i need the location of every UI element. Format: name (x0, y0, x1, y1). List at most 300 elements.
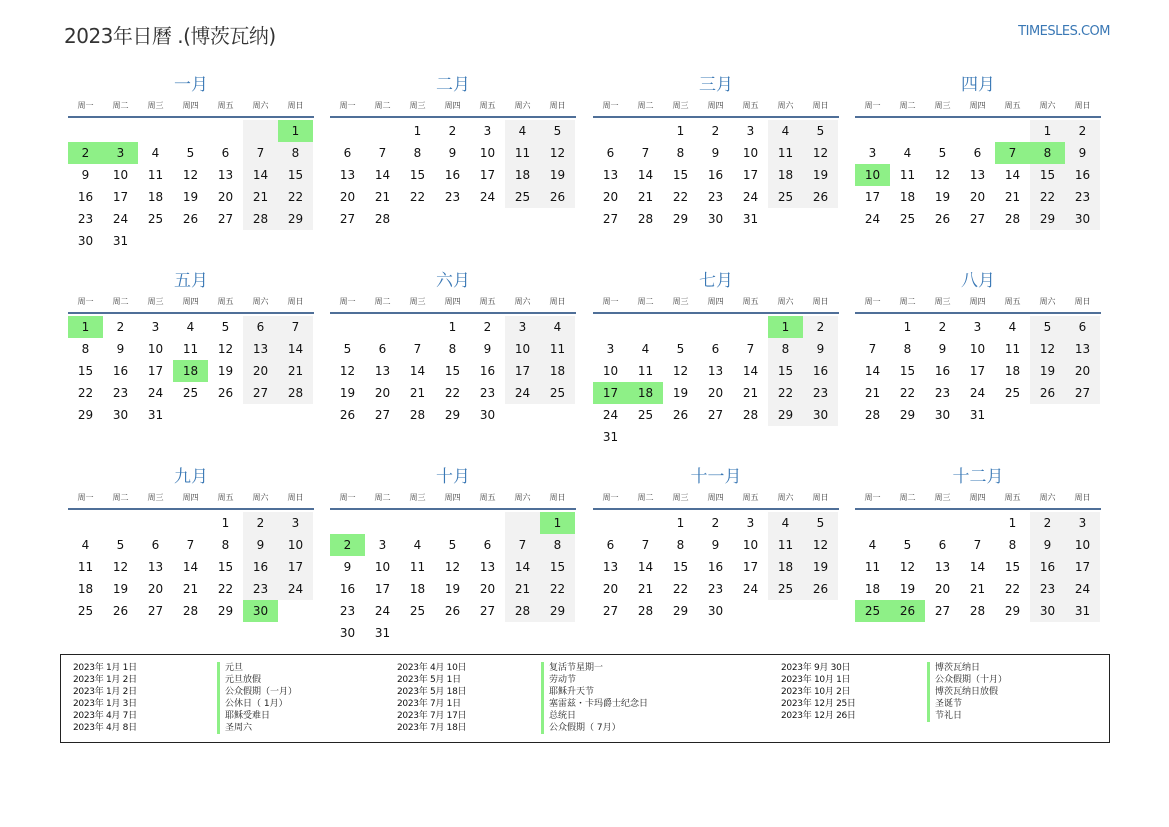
weekday-label: 周一 (602, 297, 619, 306)
empty-cell (68, 120, 103, 142)
day-cell: 14 (637, 560, 654, 574)
day-cell: 29 (77, 408, 94, 422)
day-cell: 9 (448, 146, 457, 160)
day-cell: 30 (112, 408, 129, 422)
day-cell: 3 (378, 538, 387, 552)
weekday-label: 周日 (287, 297, 304, 306)
day-cell: 5 (343, 342, 352, 356)
day-cell: 27 (217, 212, 234, 226)
day-cell: 21 (864, 386, 881, 400)
day-cell: 17 (1065, 556, 1100, 578)
weekday-label: 周五 (742, 297, 759, 306)
day-cell: 15 (768, 360, 803, 382)
day-cell: 29 (1004, 604, 1021, 618)
empty-cell (855, 120, 890, 142)
day-cell: 9 (116, 342, 125, 356)
day-cell: 26 (217, 386, 234, 400)
weekday-label: 周四 (707, 297, 724, 306)
day-cell: 25 (768, 578, 803, 600)
day-cell: 17 (479, 168, 496, 182)
legend-holiday-name: 博茨瓦纳日放假 (927, 686, 998, 698)
weekday-label: 周三 (147, 493, 164, 502)
day-cell: 2 (711, 516, 720, 530)
empty-cell (855, 316, 890, 338)
day-cell: 3 (1065, 512, 1100, 534)
day-cell: 25 (1004, 386, 1021, 400)
day-cell: 7 (413, 342, 422, 356)
month-title: 五月 (174, 271, 208, 291)
weekday-label: 周二 (112, 297, 129, 306)
day-cell: 8 (768, 338, 803, 360)
day-cell: 16 (112, 364, 129, 378)
legend-date: 2023年 10月 1日 (781, 675, 851, 685)
month-title: 三月 (699, 75, 733, 95)
day-cell: 21 (243, 186, 278, 208)
day-cell: 19 (899, 582, 916, 596)
day-cell: 7 (505, 534, 540, 556)
day-cell: 11 (768, 534, 803, 556)
day-cell: 15 (1030, 164, 1065, 186)
empty-cell (663, 316, 698, 338)
weekday-label: 周六 (1039, 493, 1056, 502)
days-grid (68, 120, 314, 252)
weekday-label: 周一 (864, 101, 881, 110)
legend-column (73, 662, 297, 734)
legend-row (73, 674, 297, 686)
day-cell: 1 (676, 516, 685, 530)
weekday-label: 周四 (969, 101, 986, 110)
day-cell: 18 (768, 556, 803, 578)
day-cell: 2 (711, 124, 720, 138)
day-cell: 21 (278, 360, 313, 382)
day-cell: 21 (637, 190, 654, 204)
day-cell: 26 (803, 578, 838, 600)
day-cell: 16 (1065, 164, 1100, 186)
day-cell: 11 (505, 142, 540, 164)
day-cell: 11 (409, 560, 426, 574)
day-cell: 24 (112, 212, 129, 226)
day-cell: 22 (217, 582, 234, 596)
weekday-label: 周日 (549, 297, 566, 306)
day-cell: 24 (969, 386, 986, 400)
day-cell: 25 (540, 382, 575, 404)
month-calendar (68, 270, 314, 426)
day-cell: 13 (707, 364, 724, 378)
day-cell: 19 (444, 582, 461, 596)
month-title: 十月 (436, 467, 470, 487)
day-cell: 20 (217, 190, 234, 204)
holiday-day-cell: 1 (540, 512, 575, 534)
weekday-label: 周六 (777, 297, 794, 306)
day-cell: 10 (742, 146, 759, 160)
day-cell: 22 (540, 578, 575, 600)
empty-cell (208, 120, 243, 142)
weekday-label: 周四 (182, 493, 199, 502)
weekday-label: 周二 (374, 297, 391, 306)
day-cell: 4 (903, 146, 912, 160)
legend-row (397, 686, 648, 698)
day-cell: 20 (243, 360, 278, 382)
empty-cell (925, 120, 960, 142)
legend-date: 2023年 1月 2日 (73, 675, 137, 685)
day-cell: 22 (278, 186, 313, 208)
weekday-label: 周二 (899, 297, 916, 306)
day-cell: 26 (1030, 382, 1065, 404)
day-cell: 12 (672, 364, 689, 378)
weekday-label: 周一 (77, 493, 94, 502)
day-cell: 9 (711, 538, 720, 552)
weekday-header (593, 296, 839, 314)
holiday-legend (60, 654, 1110, 743)
weekday-label: 周一 (339, 297, 356, 306)
legend-row (73, 710, 297, 722)
weekday-label: 周四 (182, 297, 199, 306)
empty-cell (995, 120, 1030, 142)
day-cell: 3 (505, 316, 540, 338)
day-cell: 24 (742, 582, 759, 596)
day-cell: 3 (483, 124, 492, 138)
holiday-day-cell: 2 (68, 142, 103, 164)
empty-cell (103, 120, 138, 142)
weekday-label: 周三 (934, 101, 951, 110)
month-title: 七月 (699, 271, 733, 291)
day-cell: 18 (505, 164, 540, 186)
weekday-label: 周四 (444, 101, 461, 110)
day-cell: 5 (903, 538, 912, 552)
day-cell: 29 (278, 208, 313, 230)
legend-row (781, 710, 1007, 722)
day-cell: 10 (479, 146, 496, 160)
weekday-header (593, 492, 839, 510)
day-cell: 17 (278, 556, 313, 578)
day-cell: 23 (444, 190, 461, 204)
day-cell: 6 (711, 342, 720, 356)
day-cell: 20 (339, 190, 356, 204)
day-cell: 15 (217, 560, 234, 574)
day-cell: 6 (606, 538, 615, 552)
legend-date: 2023年 7月 1日 (397, 699, 461, 709)
day-cell: 14 (1004, 168, 1021, 182)
empty-cell (330, 512, 365, 534)
legend-holiday-name: 节礼日 (927, 710, 962, 722)
holiday-day-cell: 26 (890, 600, 925, 622)
legend-holiday-name: 元旦 (217, 662, 243, 674)
day-cell: 9 (938, 342, 947, 356)
legend-column (781, 662, 1007, 722)
day-cell: 11 (182, 342, 199, 356)
day-cell: 29 (672, 212, 689, 226)
day-cell: 27 (969, 212, 986, 226)
legend-row (397, 710, 648, 722)
day-cell: 14 (243, 164, 278, 186)
day-cell: 11 (899, 168, 916, 182)
weekday-label: 周六 (252, 101, 269, 110)
day-cell: 31 (742, 212, 759, 226)
weekday-header (855, 100, 1101, 118)
site-link[interactable]: TIMESLES.COM (1018, 24, 1110, 39)
day-cell: 15 (1004, 560, 1021, 574)
day-cell: 7 (641, 538, 650, 552)
day-cell: 23 (479, 386, 496, 400)
holiday-day-cell: 30 (243, 600, 278, 622)
holiday-day-cell: 17 (593, 382, 628, 404)
day-cell: 24 (602, 408, 619, 422)
day-cell: 18 (409, 582, 426, 596)
month-title: 二月 (436, 75, 470, 95)
day-cell: 5 (221, 320, 230, 334)
legend-date: 2023年 9月 30日 (781, 663, 851, 673)
day-cell: 10 (742, 538, 759, 552)
day-cell: 12 (1030, 338, 1065, 360)
weekday-label: 周二 (899, 493, 916, 502)
day-cell: 25 (147, 212, 164, 226)
day-cell: 6 (606, 146, 615, 160)
weekday-label: 周一 (864, 297, 881, 306)
day-cell: 7 (973, 538, 982, 552)
day-cell: 4 (505, 120, 540, 142)
day-cell: 13 (374, 364, 391, 378)
empty-cell (628, 316, 663, 338)
empty-cell (593, 512, 628, 534)
day-cell: 19 (540, 164, 575, 186)
legend-holiday-name: 耶稣受难日 (217, 710, 270, 722)
day-cell: 24 (147, 386, 164, 400)
day-cell: 5 (676, 342, 685, 356)
day-cell: 21 (182, 582, 199, 596)
empty-cell (628, 120, 663, 142)
day-cell: 15 (444, 364, 461, 378)
day-cell: 18 (1004, 364, 1021, 378)
weekday-label: 周五 (479, 101, 496, 110)
day-cell: 3 (151, 320, 160, 334)
day-cell: 22 (409, 190, 426, 204)
day-cell: 5 (1030, 316, 1065, 338)
day-cell: 5 (803, 120, 838, 142)
day-cell: 1 (903, 320, 912, 334)
weekday-label: 周二 (112, 101, 129, 110)
day-cell: 1 (676, 124, 685, 138)
day-cell: 7 (868, 342, 877, 356)
day-cell: 20 (969, 190, 986, 204)
day-cell: 16 (339, 582, 356, 596)
day-cell: 19 (182, 190, 199, 204)
day-cell: 13 (217, 168, 234, 182)
day-cell: 25 (409, 604, 426, 618)
day-cell: 12 (182, 168, 199, 182)
day-cell: 27 (374, 408, 391, 422)
day-cell: 14 (969, 560, 986, 574)
day-cell: 13 (969, 168, 986, 182)
legend-holiday-name: 复活节星期一 (541, 662, 603, 674)
weekday-label: 周四 (182, 101, 199, 110)
weekday-label: 周五 (217, 493, 234, 502)
day-cell: 4 (413, 538, 422, 552)
day-cell: 13 (934, 560, 951, 574)
weekday-label: 周二 (112, 493, 129, 502)
legend-date: 2023年 12月 26日 (781, 711, 856, 721)
day-cell: 1 (1008, 516, 1017, 530)
empty-cell (243, 120, 278, 142)
day-cell: 1 (221, 516, 230, 530)
day-cell: 10 (505, 338, 540, 360)
day-cell: 8 (903, 342, 912, 356)
holiday-day-cell: 2 (330, 534, 365, 556)
day-cell: 7 (186, 538, 195, 552)
legend-date: 2023年 10月 2日 (781, 687, 851, 697)
day-cell: 4 (868, 538, 877, 552)
day-cell: 3 (746, 124, 755, 138)
day-cell: 18 (864, 582, 881, 596)
weekday-label: 周五 (1004, 493, 1021, 502)
legend-date: 2023年 1月 2日 (73, 687, 137, 697)
day-cell: 4 (151, 146, 160, 160)
day-cell: 30 (707, 604, 724, 618)
day-cell: 25 (182, 386, 199, 400)
day-cell: 4 (768, 120, 803, 142)
day-cell: 29 (899, 408, 916, 422)
month-calendar (855, 466, 1101, 622)
day-cell: 17 (742, 560, 759, 574)
weekday-label: 周六 (1039, 297, 1056, 306)
month-title: 六月 (436, 271, 470, 291)
day-cell: 20 (602, 582, 619, 596)
day-cell: 2 (803, 316, 838, 338)
day-cell: 23 (1065, 186, 1100, 208)
day-cell: 21 (505, 578, 540, 600)
day-cell: 29 (672, 604, 689, 618)
weekday-label: 周日 (1074, 297, 1091, 306)
empty-cell (173, 512, 208, 534)
holiday-day-cell: 25 (855, 600, 890, 622)
weekday-header (68, 492, 314, 510)
day-cell: 1 (448, 320, 457, 334)
day-cell: 28 (182, 604, 199, 618)
day-cell: 21 (969, 582, 986, 596)
weekday-label: 周五 (217, 297, 234, 306)
days-grid (330, 120, 576, 230)
month-title: 九月 (174, 467, 208, 487)
day-cell: 25 (899, 212, 916, 226)
day-cell: 26 (803, 186, 838, 208)
day-cell: 5 (540, 120, 575, 142)
weekday-label: 周四 (444, 297, 461, 306)
day-cell: 16 (77, 190, 94, 204)
day-cell: 13 (602, 168, 619, 182)
day-cell: 23 (934, 386, 951, 400)
empty-cell (400, 512, 435, 534)
day-cell: 2 (448, 124, 457, 138)
day-cell: 27 (339, 212, 356, 226)
days-grid (330, 316, 576, 426)
day-cell: 4 (1008, 320, 1017, 334)
day-cell: 6 (151, 538, 160, 552)
day-cell: 13 (602, 560, 619, 574)
empty-cell (470, 512, 505, 534)
weekday-label: 周日 (287, 493, 304, 502)
holiday-day-cell: 3 (103, 142, 138, 164)
day-cell: 17 (147, 364, 164, 378)
empty-cell (855, 512, 890, 534)
day-cell: 7 (641, 146, 650, 160)
day-cell: 28 (742, 408, 759, 422)
legend-date: 2023年 5月 1日 (397, 675, 461, 685)
weekday-label: 周二 (637, 101, 654, 110)
weekday-label: 周日 (812, 493, 829, 502)
day-cell: 28 (374, 212, 391, 226)
empty-cell (103, 512, 138, 534)
day-cell: 24 (479, 190, 496, 204)
day-cell: 9 (483, 342, 492, 356)
legend-row (397, 674, 648, 686)
day-cell: 30 (1065, 208, 1100, 230)
weekday-label: 周日 (1074, 493, 1091, 502)
day-cell: 25 (637, 408, 654, 422)
day-cell: 7 (378, 146, 387, 160)
day-cell: 19 (672, 386, 689, 400)
day-cell: 10 (278, 534, 313, 556)
day-cell: 27 (243, 382, 278, 404)
day-cell: 17 (505, 360, 540, 382)
day-cell: 6 (243, 316, 278, 338)
legend-holiday-name: 耶稣升天节 (541, 686, 594, 698)
legend-row (781, 674, 1007, 686)
month-calendar (330, 74, 576, 230)
empty-cell (173, 120, 208, 142)
empty-cell (400, 316, 435, 338)
day-cell: 22 (444, 386, 461, 400)
day-cell: 13 (243, 338, 278, 360)
legend-row (397, 698, 648, 710)
day-cell: 25 (768, 186, 803, 208)
empty-cell (68, 512, 103, 534)
weekday-label: 周五 (479, 297, 496, 306)
day-cell: 15 (672, 560, 689, 574)
day-cell: 31 (374, 626, 391, 640)
empty-cell (365, 316, 400, 338)
weekday-label: 周三 (934, 493, 951, 502)
day-cell: 17 (864, 190, 881, 204)
day-cell: 8 (81, 342, 90, 356)
legend-row (73, 686, 297, 698)
day-cell: 2 (938, 320, 947, 334)
weekday-label: 周二 (374, 493, 391, 502)
weekday-label: 周六 (777, 101, 794, 110)
day-cell: 9 (803, 338, 838, 360)
weekday-label: 周日 (812, 101, 829, 110)
weekday-label: 周五 (479, 493, 496, 502)
weekday-header (330, 100, 576, 118)
day-cell: 19 (803, 556, 838, 578)
month-calendar (855, 270, 1101, 426)
day-cell: 29 (540, 600, 575, 622)
legend-holiday-name: 圣周六 (217, 722, 252, 734)
weekday-label: 周五 (742, 493, 759, 502)
day-cell: 17 (112, 190, 129, 204)
month-title: 四月 (961, 75, 995, 95)
day-cell: 8 (540, 534, 575, 556)
weekday-label: 周日 (287, 101, 304, 110)
day-cell: 28 (637, 604, 654, 618)
day-cell: 17 (969, 364, 986, 378)
day-cell: 12 (217, 342, 234, 356)
weekday-label: 周三 (147, 297, 164, 306)
legend-column (397, 662, 648, 734)
weekday-label: 周五 (217, 101, 234, 110)
day-cell: 11 (1004, 342, 1021, 356)
weekday-label: 周一 (602, 493, 619, 502)
legend-holiday-name: 博茨瓦纳日 (927, 662, 980, 674)
day-cell: 20 (147, 582, 164, 596)
